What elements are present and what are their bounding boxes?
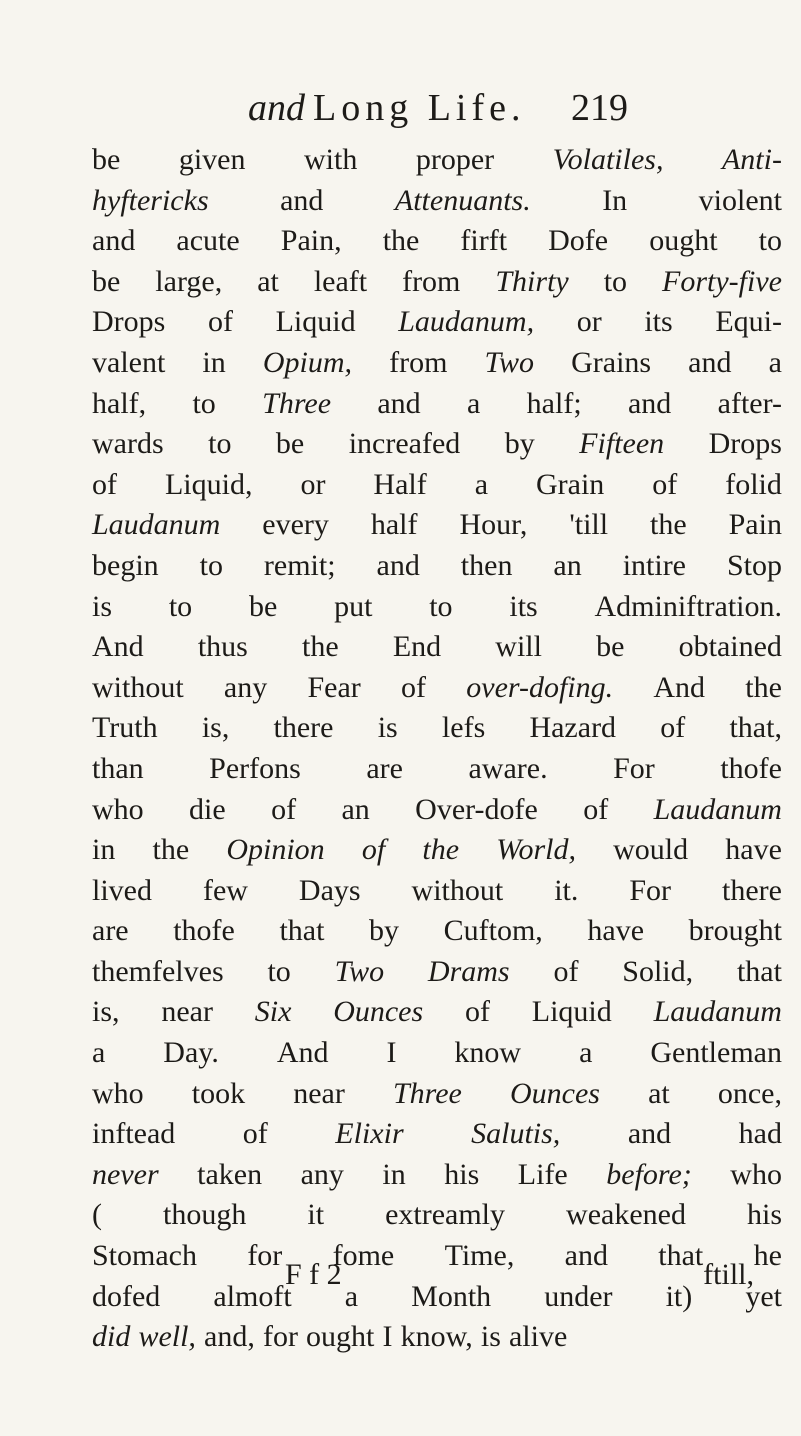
text-line (92, 1317, 782, 1358)
italic-word: Salutis, (471, 1117, 561, 1151)
word: large, (155, 264, 223, 298)
word: of (242, 1117, 268, 1151)
text-line (92, 384, 782, 425)
word: it) (665, 1279, 693, 1313)
word: given (178, 143, 246, 176)
word: In (602, 183, 628, 217)
word: to (758, 224, 782, 258)
word: are (366, 751, 403, 785)
word: Liquid (275, 305, 356, 339)
text-line (92, 952, 782, 993)
word: an (553, 548, 582, 582)
word: Dofe (548, 224, 609, 258)
word: Adminiftration. (594, 589, 782, 623)
word: it (307, 1198, 325, 1232)
word: his (746, 1198, 782, 1232)
word: from (402, 264, 461, 298)
text-line (92, 343, 782, 384)
word: Drops (708, 427, 782, 461)
word: and (280, 183, 324, 217)
word: in (202, 345, 226, 379)
text-line (92, 1114, 782, 1155)
word: that (658, 1239, 704, 1273)
italic-word: of (361, 833, 386, 867)
word: the (302, 630, 339, 664)
word: then (460, 548, 513, 582)
word: and (376, 548, 420, 582)
catchword: ftill, (703, 1258, 754, 1291)
word: there (721, 873, 782, 907)
italic-word: over-dofing. (466, 670, 614, 704)
word: yet (745, 1279, 782, 1313)
word: themfelves (92, 954, 224, 988)
word: of (652, 467, 678, 501)
word: and (627, 386, 672, 420)
word: obtained (678, 630, 782, 664)
word: in (92, 833, 116, 867)
text-line (92, 221, 782, 262)
word: Life (517, 1157, 568, 1191)
text-line (92, 749, 782, 790)
italic-word: Laudanum (653, 995, 782, 1029)
italic-word: Volatiles, (552, 143, 664, 176)
italic-word: Drams (427, 954, 510, 988)
word: took (191, 1076, 246, 1110)
word: proper (415, 143, 495, 176)
word: Equi- (715, 305, 782, 339)
word: to (267, 954, 291, 988)
word: for (247, 1239, 283, 1273)
italic-word: well, (138, 1320, 196, 1354)
word: Liquid, (164, 467, 253, 501)
word: a (474, 467, 489, 501)
text-line (92, 1195, 782, 1236)
italic-word: Thirty (495, 264, 569, 298)
word: few (202, 873, 248, 907)
word: from (389, 345, 448, 379)
word: he (753, 1239, 782, 1273)
word: taken (197, 1157, 263, 1191)
word: is (92, 589, 113, 623)
word: Time, (444, 1239, 515, 1273)
word: to (199, 548, 223, 582)
text-line (92, 181, 782, 222)
word: it. (554, 873, 579, 907)
word: an (341, 792, 370, 826)
word: of (207, 305, 233, 339)
word: of (464, 995, 490, 1029)
word: aware. (468, 751, 548, 785)
text-line (92, 992, 782, 1033)
italic-word: Ounces (333, 995, 424, 1029)
italic-word: the (422, 833, 460, 867)
word: be (248, 589, 278, 623)
word: valent (92, 345, 166, 379)
text-line (92, 708, 782, 749)
word: be (92, 143, 121, 176)
word: than (92, 751, 144, 785)
word: Days (298, 873, 361, 907)
word: have (725, 833, 782, 867)
italic-word: Ounces (509, 1076, 600, 1110)
italic-word: Forty-five (662, 264, 782, 298)
word: and, (204, 1320, 255, 1354)
word: fome (332, 1239, 395, 1273)
word: thus (197, 630, 248, 664)
word: For (613, 751, 655, 785)
word: put (334, 589, 373, 623)
word: near (161, 995, 213, 1029)
word: know, (400, 1320, 473, 1354)
running-head-and: and (248, 87, 305, 129)
word: to (429, 589, 453, 623)
word: Pain (728, 508, 782, 542)
word: with (303, 143, 358, 176)
word: ought (649, 224, 718, 258)
italic-word: Six (254, 995, 292, 1029)
word: who (92, 792, 144, 826)
word: wards (92, 427, 164, 461)
word: brought (688, 914, 782, 948)
italic-word: Laudanum, (398, 305, 535, 339)
word: of (271, 792, 297, 826)
word: And (653, 670, 706, 704)
word: any (300, 1157, 344, 1191)
word: Grains (571, 345, 652, 379)
word: is, (92, 995, 120, 1029)
word: know (454, 1036, 522, 1070)
word: ought (306, 1320, 375, 1354)
word: violent (698, 183, 782, 217)
italic-word: hyftericks (92, 183, 209, 217)
word: Over-dofe (415, 792, 538, 826)
word: there (273, 711, 334, 745)
text-line (92, 1074, 782, 1115)
word: and (564, 1239, 608, 1273)
word: remit; (263, 548, 336, 582)
italic-word: Opinion (226, 833, 325, 867)
word: thofe (720, 751, 782, 785)
text-line (92, 587, 782, 628)
word: leaft (313, 264, 368, 298)
word: Perfons (209, 751, 301, 785)
word: Gentleman (650, 1036, 782, 1070)
text-line (92, 505, 782, 546)
word: die (189, 792, 226, 826)
word: of (553, 954, 579, 988)
italic-word: Anti- (721, 143, 782, 176)
word: the (745, 670, 782, 704)
word: a (579, 1036, 593, 1070)
word: any (223, 670, 268, 704)
word: the (650, 508, 687, 542)
page-number: 219 (571, 87, 628, 129)
word: half, (92, 386, 147, 420)
word: extreamly (385, 1198, 506, 1232)
word: by (504, 427, 535, 461)
word: at (257, 264, 279, 298)
word: have (587, 914, 645, 948)
word: firft (460, 224, 508, 258)
italic-word: Laudanum (92, 508, 221, 542)
word: the (382, 224, 420, 258)
word: be (92, 264, 121, 298)
word: be (275, 427, 305, 461)
word: lefs (441, 711, 486, 745)
word: for (262, 1320, 298, 1354)
word: would (613, 833, 689, 867)
italic-word: Attenuants. (394, 183, 531, 217)
text-line (92, 262, 782, 303)
word: to (208, 427, 232, 461)
word: after- (717, 386, 782, 420)
word: under (544, 1279, 613, 1313)
word: Month (411, 1279, 492, 1313)
word: increafed (348, 427, 461, 461)
word: its (644, 305, 673, 339)
word: are (92, 914, 129, 948)
word: acute (176, 224, 240, 258)
word: Hazard (529, 711, 617, 745)
word: of (583, 792, 609, 826)
word: Hour, (459, 508, 528, 542)
text-line (92, 668, 782, 709)
word: Day. (163, 1036, 219, 1070)
signature-mark: F f 2 (285, 1258, 342, 1291)
word: will (495, 630, 542, 664)
word: to (192, 386, 216, 420)
word: begin (92, 548, 159, 582)
word: intire (622, 548, 686, 582)
word: that, (729, 711, 782, 745)
text-line (92, 790, 782, 831)
word: Stop (726, 548, 782, 582)
word: or (300, 467, 326, 501)
word: without (92, 670, 184, 704)
word: alive (508, 1320, 568, 1354)
word: a (768, 345, 782, 379)
word: by (369, 914, 400, 948)
italic-word: Laudanum (653, 792, 782, 826)
text-line (92, 1155, 782, 1196)
text-line (92, 871, 782, 912)
word: and (92, 224, 136, 258)
text-line (92, 424, 782, 465)
word: had (738, 1117, 782, 1151)
word: And (276, 1036, 329, 1070)
word: dofed (92, 1279, 161, 1313)
word: at (648, 1076, 670, 1110)
word: Stomach (92, 1239, 197, 1273)
word: the (152, 833, 190, 867)
word: Liquid (531, 995, 612, 1029)
word: Pain, (280, 224, 342, 258)
word: And (92, 630, 144, 664)
word: of (401, 670, 427, 704)
word: half (370, 508, 418, 542)
body-text (92, 140, 782, 1358)
word: near (293, 1076, 345, 1110)
word: that (279, 914, 325, 948)
word: without (411, 873, 504, 907)
text-line (92, 911, 782, 952)
word: Solid, (622, 954, 694, 988)
word: be (596, 630, 625, 664)
word: to (603, 264, 628, 298)
word: though (163, 1198, 247, 1232)
word: and (377, 386, 421, 420)
word: I (386, 1036, 397, 1070)
word: of (660, 711, 686, 745)
italic-word: before; (606, 1157, 692, 1191)
word: once, (717, 1076, 782, 1110)
word: Drops (92, 305, 166, 339)
word: is (377, 711, 398, 745)
word: folid (725, 467, 782, 501)
word: and (688, 345, 732, 379)
text-line (92, 140, 782, 181)
word: lived (92, 873, 152, 907)
word: Half (373, 467, 427, 501)
word: weakened (566, 1198, 686, 1232)
word: of (92, 467, 117, 501)
italic-word: Elixir (335, 1117, 404, 1151)
word: almoft (213, 1279, 292, 1313)
text-line (92, 1033, 782, 1074)
italic-word: did (92, 1320, 131, 1354)
text-line (92, 302, 782, 343)
word: Truth (92, 711, 158, 745)
word: its (509, 589, 538, 623)
word: a (92, 1036, 106, 1070)
word: thofe (173, 914, 235, 948)
text-line (92, 546, 782, 587)
running-header (248, 78, 628, 138)
word: his (444, 1157, 480, 1191)
word: to (168, 589, 193, 623)
word: half; (526, 386, 582, 420)
word: 'till (569, 508, 609, 542)
word: a (467, 386, 481, 420)
italic-word: Fifteen (579, 427, 665, 461)
word: a (344, 1279, 359, 1313)
italic-word: Two (334, 954, 385, 988)
word: For (629, 873, 672, 907)
italic-word: Two (484, 345, 534, 379)
word: every (262, 508, 329, 542)
word: I (382, 1320, 393, 1354)
italic-word: never (92, 1157, 159, 1191)
running-head-title: Long Life. (313, 87, 526, 129)
word: inftead (92, 1117, 176, 1151)
word: Grain (535, 467, 605, 501)
word: is, (201, 711, 230, 745)
page-footer (92, 1252, 782, 1298)
word: Fear (307, 670, 361, 704)
text-line (92, 627, 782, 668)
italic-word: Three (262, 386, 332, 420)
word: Cuftom, (443, 914, 543, 948)
text-line (92, 465, 782, 506)
word: in (382, 1157, 406, 1191)
word: is (480, 1320, 501, 1354)
italic-word: Three (392, 1076, 462, 1110)
text-line (92, 830, 782, 871)
italic-word: World, (496, 833, 576, 867)
word: and (627, 1117, 672, 1151)
word: End (392, 630, 442, 664)
word: who (730, 1157, 782, 1191)
word: who (92, 1076, 144, 1110)
word: ( (92, 1198, 102, 1232)
italic-word: Opium, (262, 345, 353, 379)
word: that (736, 954, 782, 988)
word: or (576, 305, 602, 339)
